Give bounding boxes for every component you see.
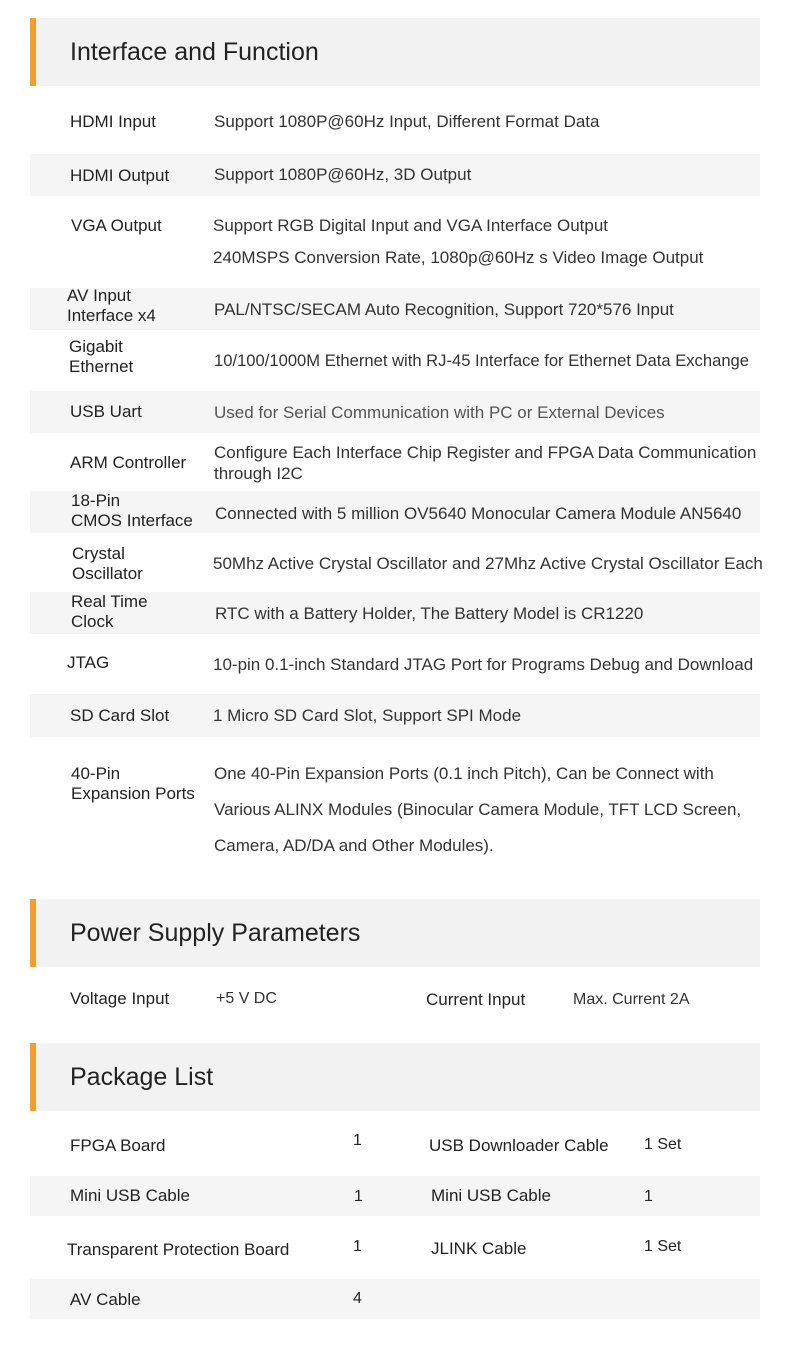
spec-value: PAL/NTSC/SECAM Auto Recognition, Support 720*576 Input: [214, 300, 674, 319]
package-qty: 1: [353, 1238, 362, 1255]
spec-row-sd-card-slot: [30, 694, 760, 737]
spec-value: Support 1080P@60Hz Input, Different Format Data: [214, 112, 600, 131]
spec-value-line2: 240MSPS Conversion Rate, 1080p@60Hz s Video Image Output: [213, 248, 704, 267]
spec-value-line2: Various ALINX Modules (Binocular Camera Module, TFT LCD Screen,: [214, 800, 742, 819]
section-accent-bar: [30, 899, 36, 967]
package-item: JLINK Cable: [431, 1239, 527, 1258]
spec-value: Support RGB Digital Input and VGA Interface Output: [213, 216, 609, 235]
voltage-input-value: +5 V DC: [216, 990, 277, 1007]
voltage-input-label: Voltage Input: [70, 989, 170, 1008]
package-item: Transparent Protection Board: [67, 1240, 290, 1259]
section-accent-bar: [30, 18, 36, 86]
spec-row-hdmi-input: [30, 100, 760, 142]
spec-row-expansion-ports: [30, 752, 760, 862]
current-input-value: Max. Current 2A: [573, 991, 690, 1008]
spec-value: Support 1080P@60Hz, 3D Output: [214, 165, 472, 184]
current-input-label: Current Input: [426, 990, 526, 1009]
spec-row-hdmi-output: [30, 154, 760, 196]
spec-label: HDMI Input: [70, 112, 156, 131]
spec-value: 10/100/1000M Ethernet with RJ-45 Interface for Ethernet Data Exchange: [214, 351, 750, 370]
spec-label: HDMI Output: [70, 166, 170, 185]
package-section-header: [30, 1043, 760, 1111]
section-title: Power Supply Parameters: [70, 919, 361, 947]
spec-label: 40-Pin Expansion Ports: [71, 764, 195, 803]
spec-label: 18-Pin CMOS Interface: [71, 491, 193, 530]
package-item: FPGA Board: [70, 1136, 166, 1155]
package-item: AV Cable: [70, 1290, 141, 1309]
interface-section-header: [30, 18, 760, 86]
package-item: Mini USB Cable: [431, 1186, 551, 1205]
power-section-header: [30, 899, 760, 967]
spec-value: Used for Serial Communication with PC or External Devices: [214, 403, 665, 422]
package-qty: 4: [353, 1290, 362, 1307]
spec-label: SD Card Slot: [70, 706, 170, 725]
spec-row-av-input: [30, 288, 760, 330]
spec-label: VGA Output: [71, 216, 162, 235]
spec-row-gigabit-ethernet: [30, 336, 760, 382]
spec-label: ARM Controller: [70, 453, 187, 472]
spec-row-arm-controller: [30, 440, 760, 486]
package-row: [30, 1228, 760, 1268]
package-qty: 1 Set: [644, 1136, 682, 1153]
spec-row-vga-output: [30, 206, 760, 278]
package-item: Mini USB Cable: [70, 1186, 190, 1205]
spec-label: Real Time Clock: [71, 592, 148, 631]
spec-row-crystal-oscillator: [30, 540, 763, 586]
spec-row-real-time-clock: [30, 592, 760, 634]
spec-value: 50Mhz Active Crystal Oscillator and 27Mhz Active Crystal Oscillator Each: [213, 554, 763, 573]
spec-value: Connected with 5 million OV5640 Monocular Camera Module AN5640: [215, 504, 742, 523]
spec-value: 10-pin 0.1-inch Standard JTAG Port for Programs Debug and Download: [213, 655, 754, 674]
spec-label: USB Uart: [70, 402, 142, 421]
spec-row-jtag: [30, 642, 760, 684]
spec-label: Gigabit Ethernet: [69, 337, 134, 376]
section-title: Package List: [70, 1063, 214, 1091]
spec-value: One 40-Pin Expansion Ports (0.1 inch Pitch), Can be Connect with: [214, 764, 714, 783]
spec-label: Crystal Oscillator: [72, 544, 143, 583]
package-qty: 1: [354, 1188, 363, 1205]
package-row: [30, 1176, 760, 1216]
package-qty: 1 Set: [644, 1238, 682, 1255]
package-row: [30, 1124, 760, 1164]
spec-row-cmos-interface: [30, 491, 760, 533]
spec-value: Configure Each Interface Chip Register and FPGA Data Communication through I2C: [214, 443, 757, 483]
package-qty: 1: [353, 1132, 362, 1149]
section-title: Interface and Function: [70, 38, 319, 66]
spec-value-line3: Camera, AD/DA and Other Modules).: [214, 836, 494, 855]
spec-row-usb-uart: [30, 391, 760, 433]
spec-label: AV Input Interface x4: [67, 286, 156, 325]
spec-label: JTAG: [67, 653, 110, 672]
package-qty: 1: [644, 1188, 653, 1205]
power-row: [30, 980, 760, 1020]
spec-value: 1 Micro SD Card Slot, Support SPI Mode: [213, 706, 522, 725]
section-accent-bar: [30, 1043, 36, 1111]
package-item: USB Downloader Cable: [429, 1136, 609, 1155]
spec-value: RTC with a Battery Holder, The Battery Model is CR1220: [215, 604, 644, 623]
package-row: [30, 1279, 760, 1319]
